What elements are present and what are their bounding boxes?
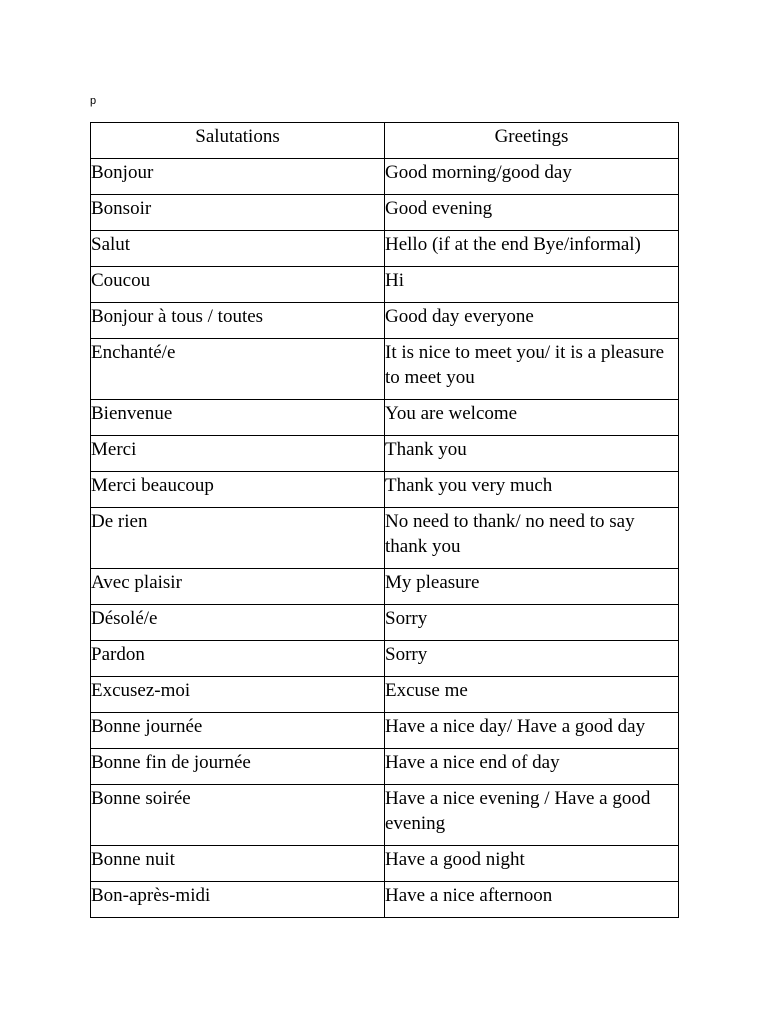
table-row	[91, 677, 679, 713]
french-term: Excusez-moi	[91, 677, 385, 713]
french-term: Bienvenue	[91, 400, 385, 436]
french-term: Coucou	[91, 267, 385, 303]
table-row	[91, 472, 679, 508]
english-translation: Sorry	[385, 641, 679, 677]
table-row	[91, 159, 679, 195]
french-term: Pardon	[91, 641, 385, 677]
table-row	[91, 749, 679, 785]
french-term: Enchanté/e	[91, 339, 385, 400]
english-translation: Sorry	[385, 605, 679, 641]
table-row	[91, 641, 679, 677]
english-translation: Have a nice end of day	[385, 749, 679, 785]
english-translation: My pleasure	[385, 569, 679, 605]
english-translation: No need to thank/ no need to say thank you	[385, 508, 679, 569]
table-row	[91, 508, 679, 569]
french-term: Bonne journée	[91, 713, 385, 749]
table-row	[91, 267, 679, 303]
english-translation: Have a nice day/ Have a good day	[385, 713, 679, 749]
english-translation: Hi	[385, 267, 679, 303]
french-term: Merci beaucoup	[91, 472, 385, 508]
french-term: De rien	[91, 508, 385, 569]
table-row	[91, 339, 679, 400]
french-term: Bonjour à tous / toutes	[91, 303, 385, 339]
english-translation: Have a nice afternoon	[385, 882, 679, 918]
table-row	[91, 713, 679, 749]
french-term: Merci	[91, 436, 385, 472]
french-term: Bon-après-midi	[91, 882, 385, 918]
french-term: Bonne soirée	[91, 785, 385, 846]
french-term: Désolé/e	[91, 605, 385, 641]
english-translation: Hello (if at the end Bye/informal)	[385, 231, 679, 267]
english-translation: You are welcome	[385, 400, 679, 436]
english-translation: It is nice to meet you/ it is a pleasure to meet you	[385, 339, 679, 400]
header-salutations: Salutations	[91, 123, 385, 159]
table-header-row	[91, 123, 679, 159]
french-term: Bonsoir	[91, 195, 385, 231]
table-row	[91, 195, 679, 231]
table-row	[91, 846, 679, 882]
table-row	[91, 400, 679, 436]
table-row	[91, 231, 679, 267]
table-row	[91, 785, 679, 846]
french-term: Bonne fin de journée	[91, 749, 385, 785]
french-term: Avec plaisir	[91, 569, 385, 605]
english-translation: Excuse me	[385, 677, 679, 713]
page-marker: p	[90, 95, 97, 107]
english-translation: Good evening	[385, 195, 679, 231]
english-translation: Thank you very much	[385, 472, 679, 508]
table-row	[91, 569, 679, 605]
table-row	[91, 436, 679, 472]
table-row	[91, 303, 679, 339]
english-translation: Have a good night	[385, 846, 679, 882]
french-term: Bonjour	[91, 159, 385, 195]
english-translation: Have a nice evening / Have a good evening	[385, 785, 679, 846]
header-greetings: Greetings	[385, 123, 679, 159]
french-term: Bonne nuit	[91, 846, 385, 882]
english-translation: Good morning/good day	[385, 159, 679, 195]
english-translation: Good day everyone	[385, 303, 679, 339]
table-row	[91, 605, 679, 641]
table-row	[91, 882, 679, 918]
vocabulary-table	[90, 122, 679, 918]
french-term: Salut	[91, 231, 385, 267]
english-translation: Thank you	[385, 436, 679, 472]
